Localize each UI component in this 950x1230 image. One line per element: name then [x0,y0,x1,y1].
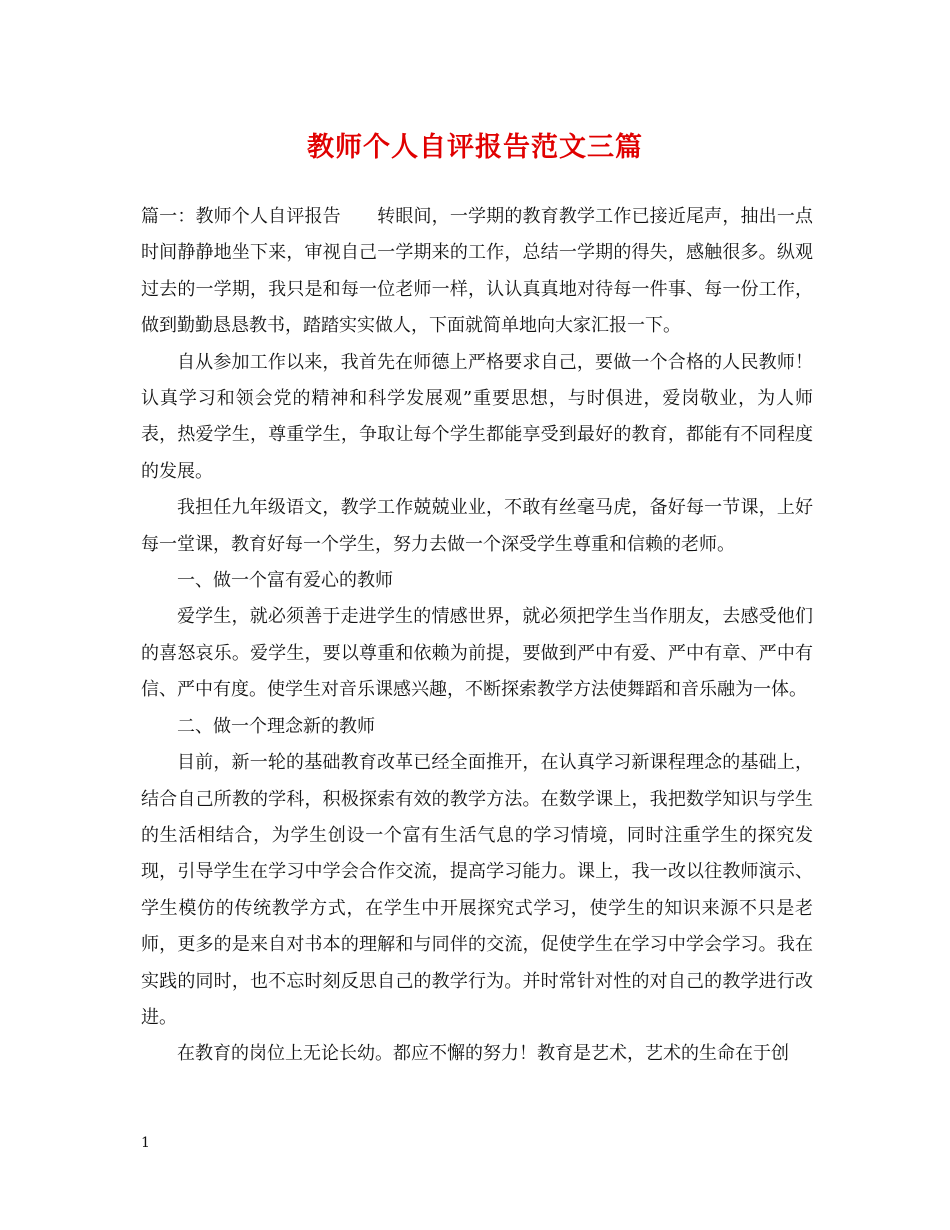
section-heading-new-concept-teacher: 二、做一个理念新的教师 [177,715,375,737]
document-title: 教师个人自评报告范文三篇 [307,132,643,163]
paragraph-continuing: 在教育的岗位上无论长幼。都应不懈的努力！教育是艺术，艺术的生命在于创 [177,1043,789,1065]
page-number: 1 [141,1135,150,1151]
section-heading-caring-teacher: 一、做一个富有爱心的教师 [177,570,393,592]
document-body [141,199,813,1073]
paragraph-ethics: 自从参加工作以来，我首先在师德上严格要求自己，要做一个合格的人民教师！认真学习和领会党的精神和科学发展观”重要思想，与时俱进，爱岗敬业，为人师表，热爱学生，尊重学生，争取让每个学生都能享受到最好的教育，都能有不同程度的发展。 [141,351,813,482]
paragraph-love-students: 爱学生，就必须善于走进学生的情感世界，就必须把学生当作朋友，去感受他们的喜怒哀乐。爱学生，要以尊重和依赖为前提，要做到严中有爱、严中有章、严中有信、严中有度。使学生对音乐课感兴趣，不断探索教学方法使舞蹈和音乐融为一体。 [141,606,813,701]
paragraph-intro: 篇一：教师个人自评报告 转眼间，一学期的教育教学工作已接近尾声，抽出一点时间静静地坐下来，审视自己一学期来的工作，总结一学期的得失，感触很多。纵观过去的一学期，我只是和每一位老师一样，认认真真地对待每一件事、每一份工作，做到勤勤恳恳教书，踏踏实实做人，下面就简单地向大家汇报一下。 [141,206,813,337]
paragraph-teaching: 我担任九年级语文，教学工作兢兢业业，不敢有丝毫马虎，备好每一节课，上好每一堂课，教育好每一个学生，努力去做一个深受学生尊重和信赖的老师。 [141,497,813,555]
paragraph-education-reform: 目前，新一轮的基础教育改革已经全面推开，在认真学习新课程理念的基础上，结合自己所教的学科，积极探索有效的教学方法。在数学课上，我把数学知识与学生的生活相结合，为学生创设一个富有生活气息的学习情境，同时注重学生的探究发现，引导学生在学习中学会合作交流，提高学习能力。课上，我一改以往教师演示、学生模仿的传统教学方式，在学生中开展探究式学习，使学生的知识来源不只是老师，更多的是来自对书本的理解和与同伴的交流，促使学生在学习中学会学习。我在实践的同时，也不忘时刻反思自己的教学行为。并时常针对性的对自己的教学进行改进。 [141,752,813,1028]
